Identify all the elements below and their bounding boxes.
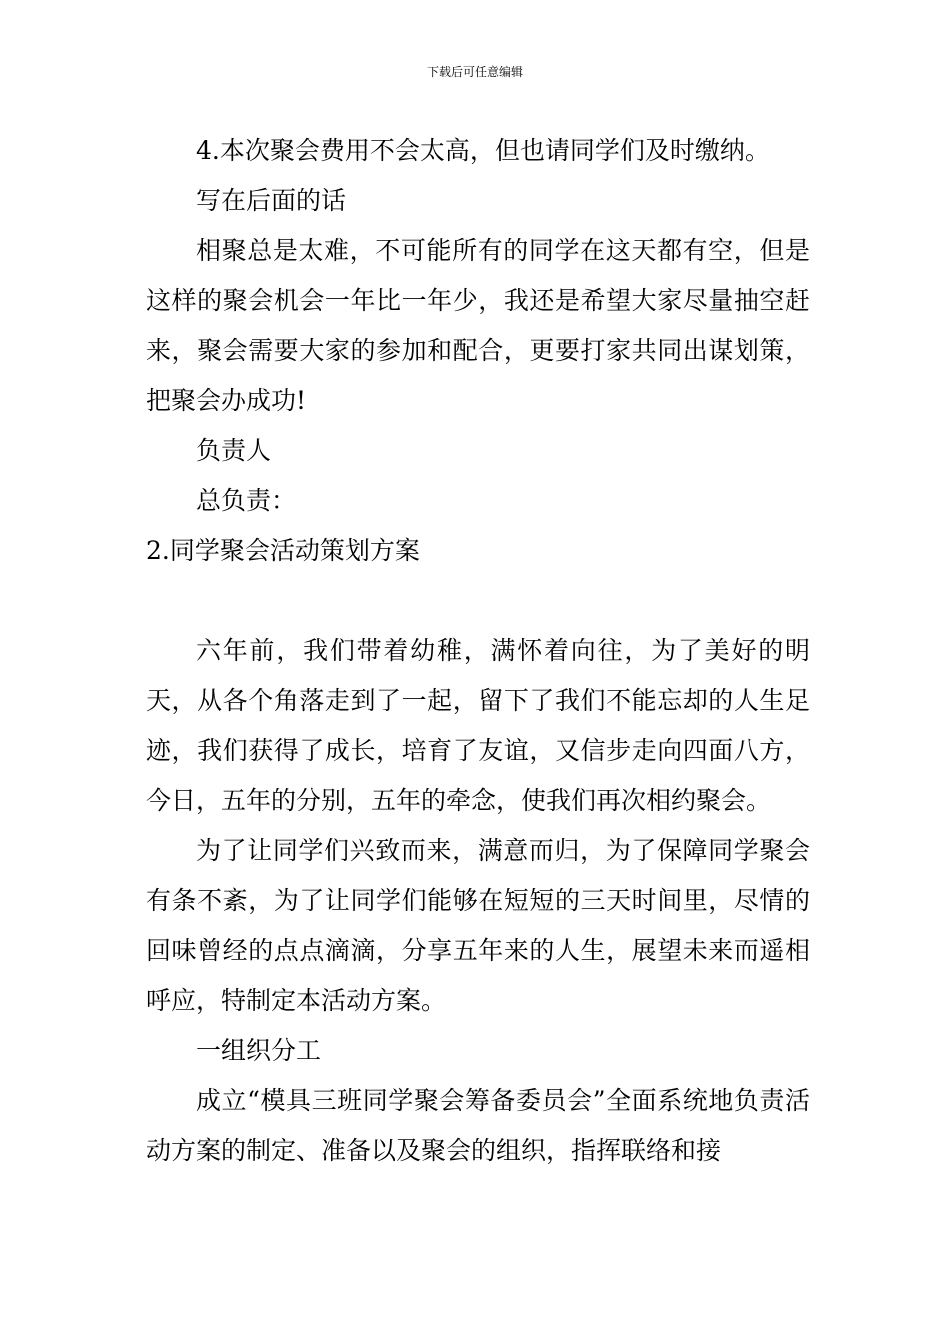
page-header-note: 下载后可任意编辑 [426,65,523,79]
paragraph-afterword-body: 相聚总是太难，不可能所有的同学在这天都有空，但是这样的聚会机会一年比一年少，我还是希望大家尽量抽空赶来，聚会需要大家的参加和配合，更要打家共同出谋划策，把聚会办成功! [146,236,810,415]
paragraph-organization-heading: 一组织分工 [196,1036,322,1065]
paragraph-responsible-heading: 负责人 [196,436,272,465]
paragraph-afterword-heading: 写在后面的话 [196,186,347,215]
paragraph-fee-note: 4.本次聚会费用不会太高，但也请同学们及时缴纳。 [196,136,770,165]
document-body [146,126,810,1176]
section-spacer [146,576,810,626]
paragraph-purpose: 为了让同学们兴致而来，满意而归，为了保障同学聚会有条不紊，为了让同学们能够在短短的三天时间里，尽情的回味曾经的点点滴滴，分享五年来的人生，展望未来而遥相呼应，特制定本活动方案。 [146,836,810,1015]
paragraph-general-manager: 总负责： [196,486,297,515]
paragraph-committee: 成立“模具三班同学聚会筹备委员会”全面系统地负责活动方案的制定、准备以及聚会的组织，指挥联络和接 [146,1086,810,1165]
section-title-plan: 2.同学聚会活动策划方案 [146,536,420,565]
paragraph-intro: 六年前，我们带着幼稚，满怀着向往，为了美好的明天，从各个角落走到了一起，留下了我们不能忘却的人生足迹，我们获得了成长，培育了友谊，又信步走向四面八方，今日，五年的分别，五年的牵念，使我们再次相约聚会。 [146,636,810,815]
